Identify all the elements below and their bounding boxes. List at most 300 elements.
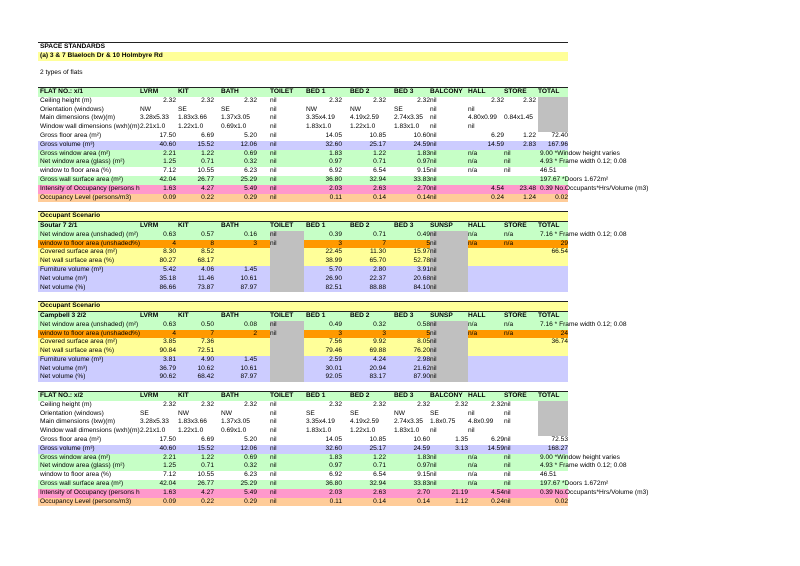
column-header: LVRM [140,221,159,229]
table-cell: 0.09 [163,497,176,505]
table-cell: Intensity of Occupancy (persons h [40,184,140,192]
table-cell: 36.79 [159,364,176,372]
table-cell: 33.83 [413,175,430,183]
column-header: KIT [178,221,189,229]
table-cell: 1.22 [201,453,214,461]
table-cell: 3.28x5.33 [140,114,169,122]
table-cell: NW [221,409,232,417]
column-header: BED 2 [350,221,370,229]
table-cell: 1.35 [455,436,468,444]
table-cell: 35.18 [159,274,176,282]
table-cell: nil [270,158,277,166]
table-cell: n/a [468,167,478,175]
table-cell: nil [430,140,437,148]
table-cell: 17.50 [159,131,176,139]
table-cell: nil [430,149,437,157]
table-cell: 90.84 [159,347,176,355]
table-cell: n/a [468,149,478,157]
table-cell: nil [468,409,475,417]
table-cell: nil [504,400,511,408]
table-cell: 46.51 [540,471,557,479]
table-cell: 6.92 [329,167,342,175]
table-cell: 3.81 [163,355,176,363]
table-cell: 1.63 [163,184,176,192]
table-cell: 0.71 [373,462,386,470]
table-cell: SE [221,105,230,113]
table-cell: Net volume (m³) [40,364,88,372]
table-cell: n/a [504,320,514,328]
table-cell: Window wall dimensions (wxh)(m) [40,123,140,131]
table-cell: 2.98 [417,355,430,363]
table-cell: 0.32 [244,462,257,470]
table-cell: 76.20 [413,347,430,355]
table-row [38,462,627,471]
column-header: HALL [468,221,486,229]
table-cell: 4.27 [201,488,214,496]
table-cell: Net wall surface area (%) [40,257,115,265]
table-cell: 0.14 [417,497,430,505]
table-row [38,248,568,257]
table-cell: 1.8x0.75 [430,418,456,426]
table-cell: nil [270,444,277,452]
column-header: BED 3 [394,392,414,400]
table-cell: 5.49 [244,184,257,192]
table-row [38,257,568,266]
table-cell: 2.32 [373,400,386,408]
column-header: HALL [468,392,486,400]
table-cell: window to floor area (%) [40,471,112,479]
table-cell: 2 [253,329,257,337]
table-cell: nil [270,105,277,113]
table-row [38,418,568,427]
table-cell: 22.37 [369,274,386,282]
table-cell: 73.87 [197,283,214,291]
table-cell: 3 [338,329,342,337]
table-cell: nil [430,230,437,238]
gray-filler-cell [538,418,568,427]
table-cell: SE [430,409,439,417]
gray-filler-cell [270,284,304,293]
column-header: BED 2 [350,392,370,400]
table-cell: 2.32 [491,96,504,104]
table-cell: nil [270,497,277,505]
table-cell: nil [270,320,277,328]
table-cell: 87.97 [240,283,257,291]
table-cell: 2.83 [523,140,536,148]
table-cell: nil [430,131,437,139]
table-cell: 87.90 [413,373,430,381]
column-header: KIT [178,392,189,400]
table-cell: NW [306,105,317,113]
table-cell: nil [430,373,437,381]
column-header: TOTAL [538,87,560,95]
column-header: BATH [221,221,239,229]
table-cell: 24.59 [413,444,430,452]
table-cell: nil [430,274,437,282]
column-header: STORE [504,311,527,319]
table-cell: Main dimensions (lxw)(m) [40,418,116,426]
table-cell: 15.97 [413,248,430,256]
table-cell: n/a [468,320,478,328]
table-cell: SE [350,409,359,417]
gray-filler-cell [538,123,568,132]
column-header: FLAT NO.: x/1 [40,87,84,95]
column-header: BED 1 [306,221,326,229]
column-header: BALCONY [430,87,463,95]
table-cell: 8.05 [417,338,430,346]
table-cell: nil [270,140,277,148]
table-cell: 7.12 [163,471,176,479]
table-cell: 0.69 [244,149,257,157]
table-cell: nil [504,158,511,166]
gray-filler-cell [270,266,304,275]
table-cell: nil [504,488,511,496]
table-cell: nil [468,123,475,131]
table-cell: 52.78 [413,257,430,265]
table-cell: nil [430,453,437,461]
table-cell: 0.24 [491,193,504,201]
table-cell: Net volume (m³) [40,274,88,282]
table-cell: nil [504,480,511,488]
table-cell: Net volume (%) [40,373,86,381]
table-cell: 79.46 [325,347,342,355]
table-row [38,373,568,382]
table-cell: 167.96 [547,140,568,148]
table-row [38,132,568,141]
table-cell: window to floor area (unshaded%) [40,239,141,247]
table-cell: 0.57 [201,230,214,238]
column-header: BED 3 [394,221,414,229]
table-cell: nil [430,329,437,337]
column-header: LVRM [140,311,159,319]
table-cell: 3 [382,329,386,337]
table-row [38,266,568,275]
table-cell: 168.27 [547,444,568,452]
table-cell: SE [178,105,187,113]
table-cell: 0.84x1.45 [504,114,533,122]
table-cell: nil [270,480,277,488]
sheet-subtitle: (a) 3 & 7 Blaeloch Dr & 10 Holmbyre Rd [40,51,163,59]
column-header: Soutar 7 2/1 [40,221,78,229]
table-cell: nil [468,105,475,113]
table-cell: 10.61 [240,364,257,372]
table-row [38,356,568,365]
table-row [38,123,568,132]
table-cell: 9.92 [373,338,386,346]
table-cell: 0.02 [555,497,568,505]
table-row [38,471,568,480]
table-cell: 4.24 [373,355,386,363]
note-row [38,69,568,78]
table-cell: 36.80 [325,175,342,183]
column-header: BED 1 [306,392,326,400]
table-cell: 0.14 [373,193,386,201]
table-cell: nil [430,248,437,256]
table-cell: 10.61 [240,274,257,282]
table-cell: 2.32 [417,96,430,104]
table-cell: nil [430,427,437,435]
table-cell: n/a [468,462,478,470]
table-row [38,320,627,330]
table-cell: 0.29 [244,497,257,505]
table-cell: 3 [338,239,342,247]
table-row [38,167,568,176]
table-row [38,175,609,185]
table-cell: nil [270,123,277,131]
spacer [38,382,568,391]
table-cell: Gross floor area (m²) [40,131,102,139]
table-cell: nil [504,167,511,175]
column-header: LVRM [140,87,159,95]
table-cell: 1.24 [523,193,536,201]
table-cell: nil [270,488,277,496]
table-cell: Gross wall surface area (m²) [40,480,124,488]
table-cell: 36.80 [325,480,342,488]
table-cell: 2.70 [417,184,430,192]
table-cell: nil [504,409,511,417]
table-cell: 5 [426,239,430,247]
table-cell: 0.14 [417,193,430,201]
table-cell: NW [350,105,361,113]
column-header: BED 3 [394,87,414,95]
table-cell: 30.01 [325,364,342,372]
table-cell: 26.90 [325,274,342,282]
table-cell: 24 [560,329,568,337]
table-cell: 197.67 *Doors 1.672m² [540,175,609,183]
table-header-row [38,311,568,321]
table-cell: 1.45 [244,265,257,273]
table-cell: 1.83 [329,453,342,461]
table-cell: nil [430,338,437,346]
table-cell: 21.19 [451,488,468,496]
table-cell: 0.09 [163,193,176,201]
table-cell: 2.32 [455,400,468,408]
table-cell: 9.00 *Window height varies [540,149,620,157]
table-cell: nil [430,158,437,166]
table-row [38,230,627,240]
table-cell: 0.39 No.Occupants*Hrs/Volume (m3) [540,488,649,496]
table-cell: 0.29 [244,193,257,201]
table-cell: 0.97 [329,462,342,470]
table-cell: 4.80x0.99 [468,114,497,122]
table-cell: 1.22x1.0 [350,427,376,435]
table-cell: 2.63 [373,488,386,496]
table-cell: 3.35x4.19 [306,114,335,122]
column-header: BALCONY [430,392,463,400]
table-cell: Net window area (unshaded) (m²) [40,320,139,328]
gray-filler-cell [270,257,304,266]
column-header: TOILET [270,87,294,95]
column-header: STORE [504,87,527,95]
table-cell: 9.00 *Window height varies [540,453,620,461]
table-cell: 1.63 [163,488,176,496]
table-cell: 10.55 [197,471,214,479]
table-cell: 84.10 [413,283,430,291]
table-cell: nil [430,123,437,131]
table-cell: 2.21 [163,149,176,157]
table-cell: 4.54 [491,488,504,496]
table-cell: NW [140,105,151,113]
column-header: TOILET [270,221,294,229]
table-cell: 5 [426,329,430,337]
table-cell: 7.12 [163,167,176,175]
spacer [38,61,568,70]
table-cell: 2.32 [201,400,214,408]
table-cell: 4 [172,329,176,337]
table-cell: 32.94 [369,175,386,183]
table-cell: 1.83 [417,149,430,157]
table-cell: 40.60 [159,444,176,452]
column-header: LVRM [140,392,159,400]
table-cell: 72.53 [551,436,568,444]
table-cell: 4.27 [201,184,214,192]
table-row [38,97,568,106]
table-header-row [38,221,568,231]
gray-filler-cell [270,356,304,365]
table-cell: 0.39 No.Occupants*Hrs/Volume (m3) [540,184,649,192]
table-cell: 80.27 [159,257,176,265]
table-cell: 2.03 [329,184,342,192]
table-cell: 4 [172,239,176,247]
flat-types-note: 2 types of flats [40,69,83,77]
table-cell: Ceiling height (m) [40,400,92,408]
table-cell: 5.20 [244,436,257,444]
table-cell: 4.8x0.99 [468,418,494,426]
table-cell: 2.32 [244,400,257,408]
table-cell: 0.69x1.0 [221,123,247,131]
table-cell: n/a [468,480,478,488]
table-cell: 38.99 [325,257,342,265]
table-cell: 32.94 [369,480,386,488]
table-cell: 20.68 [413,274,430,282]
table-cell: 0.71 [201,158,214,166]
table-cell: 7.36 [201,338,214,346]
gray-filler-cell [270,275,304,284]
table-row [38,498,568,507]
table-header-row [38,87,568,97]
table-cell: 0.22 [201,193,214,201]
table-cell: 4.93 * Frame width 0.12; 0.08 [540,462,627,470]
table-cell: 5.42 [163,265,176,273]
table-cell: 0.71 [373,230,386,238]
table-cell: nil [430,96,437,104]
table-cell: 6.23 [244,471,257,479]
table-cell: 4.19x2.59 [350,418,379,426]
column-header: BED 3 [394,311,414,319]
sheet-title-row [38,42,568,52]
table-cell: 1.22 [373,453,386,461]
table-cell: 2.59 [329,355,342,363]
table-cell: 4.54 [491,184,504,192]
table-cell: 1.25 [163,158,176,166]
table-cell: nil [430,175,437,183]
table-cell: nil [270,193,277,201]
table-row [38,347,568,356]
column-header: TOILET [270,311,294,319]
table-cell: 1.83x1.0 [394,427,420,435]
table-cell: SE [306,409,315,417]
gray-filler-cell [538,401,568,410]
table-cell: nil [430,114,437,122]
table-cell: Covered surface area (m²) [40,248,118,256]
table-cell: 17.50 [159,436,176,444]
table-row [38,184,649,194]
table-cell: 0.08 [244,320,257,328]
table-cell: 0.24 [491,497,504,505]
table-cell: Gross volume (m³) [40,140,95,148]
table-cell: 0.97 [329,158,342,166]
table-cell: window to floor area (unshaded%) [40,329,141,337]
table-cell: 10.85 [369,131,386,139]
table-cell: 20.94 [369,364,386,372]
table-cell: 66.54 [551,248,568,256]
table-cell: nil [504,453,511,461]
table-row [38,427,568,436]
gray-filler-cell [538,410,568,419]
table-cell: 1.25 [163,462,176,470]
table-cell: nil [270,167,277,175]
table-cell: 33.83 [413,480,430,488]
table-cell: nil [430,239,437,247]
table-cell: 15.52 [197,444,214,452]
spacer [38,202,568,211]
table-row [38,114,568,123]
table-row [38,436,568,445]
table-cell: 26.77 [197,480,214,488]
table-cell: 0.69 [244,453,257,461]
table-cell: nil [270,230,277,238]
table-cell: 2.21x1.0 [140,427,166,435]
gray-filler-cell [538,97,568,106]
table-cell: 42.04 [159,480,176,488]
table-cell: 86.66 [159,283,176,291]
table-cell: 29 [560,239,568,247]
table-cell: 0.58 [417,320,430,328]
section-label: Occupant Scenario [40,302,101,310]
table-cell: 2.32 [523,96,536,104]
table-cell: nil [270,149,277,157]
table-cell: Net volume (%) [40,283,86,291]
table-cell: 88.88 [369,283,386,291]
table-cell: Gross window area (m²) [40,453,111,461]
table-cell: 82.51 [325,283,342,291]
table-cell: 72.40 [551,131,568,139]
table-cell: 4.19x2.59 [350,114,379,122]
table-cell: 69.88 [369,347,386,355]
table-row [38,194,568,203]
table-cell: Net window area (glass) (m²) [40,462,125,470]
table-cell: 3.91 [417,265,430,273]
table-cell: nil [504,418,511,426]
column-header: TOTAL [538,392,560,400]
table-row [38,445,568,454]
table-cell: 2.80 [373,265,386,273]
table-cell: 40.60 [159,140,176,148]
table-cell: nil [430,257,437,265]
table-cell: 23.48 [519,184,536,192]
table-cell: 2.03 [329,488,342,496]
table-row [38,338,568,347]
table-row [38,480,609,489]
table-cell: 24.59 [413,140,430,148]
table-cell: 0.97 [417,462,430,470]
table-cell: 10.85 [369,436,386,444]
table-cell: 7 [382,239,386,247]
table-cell: SE [394,105,403,113]
table-cell: n/a [468,329,478,337]
table-row [38,240,568,249]
table-cell: 2.32 [491,400,504,408]
